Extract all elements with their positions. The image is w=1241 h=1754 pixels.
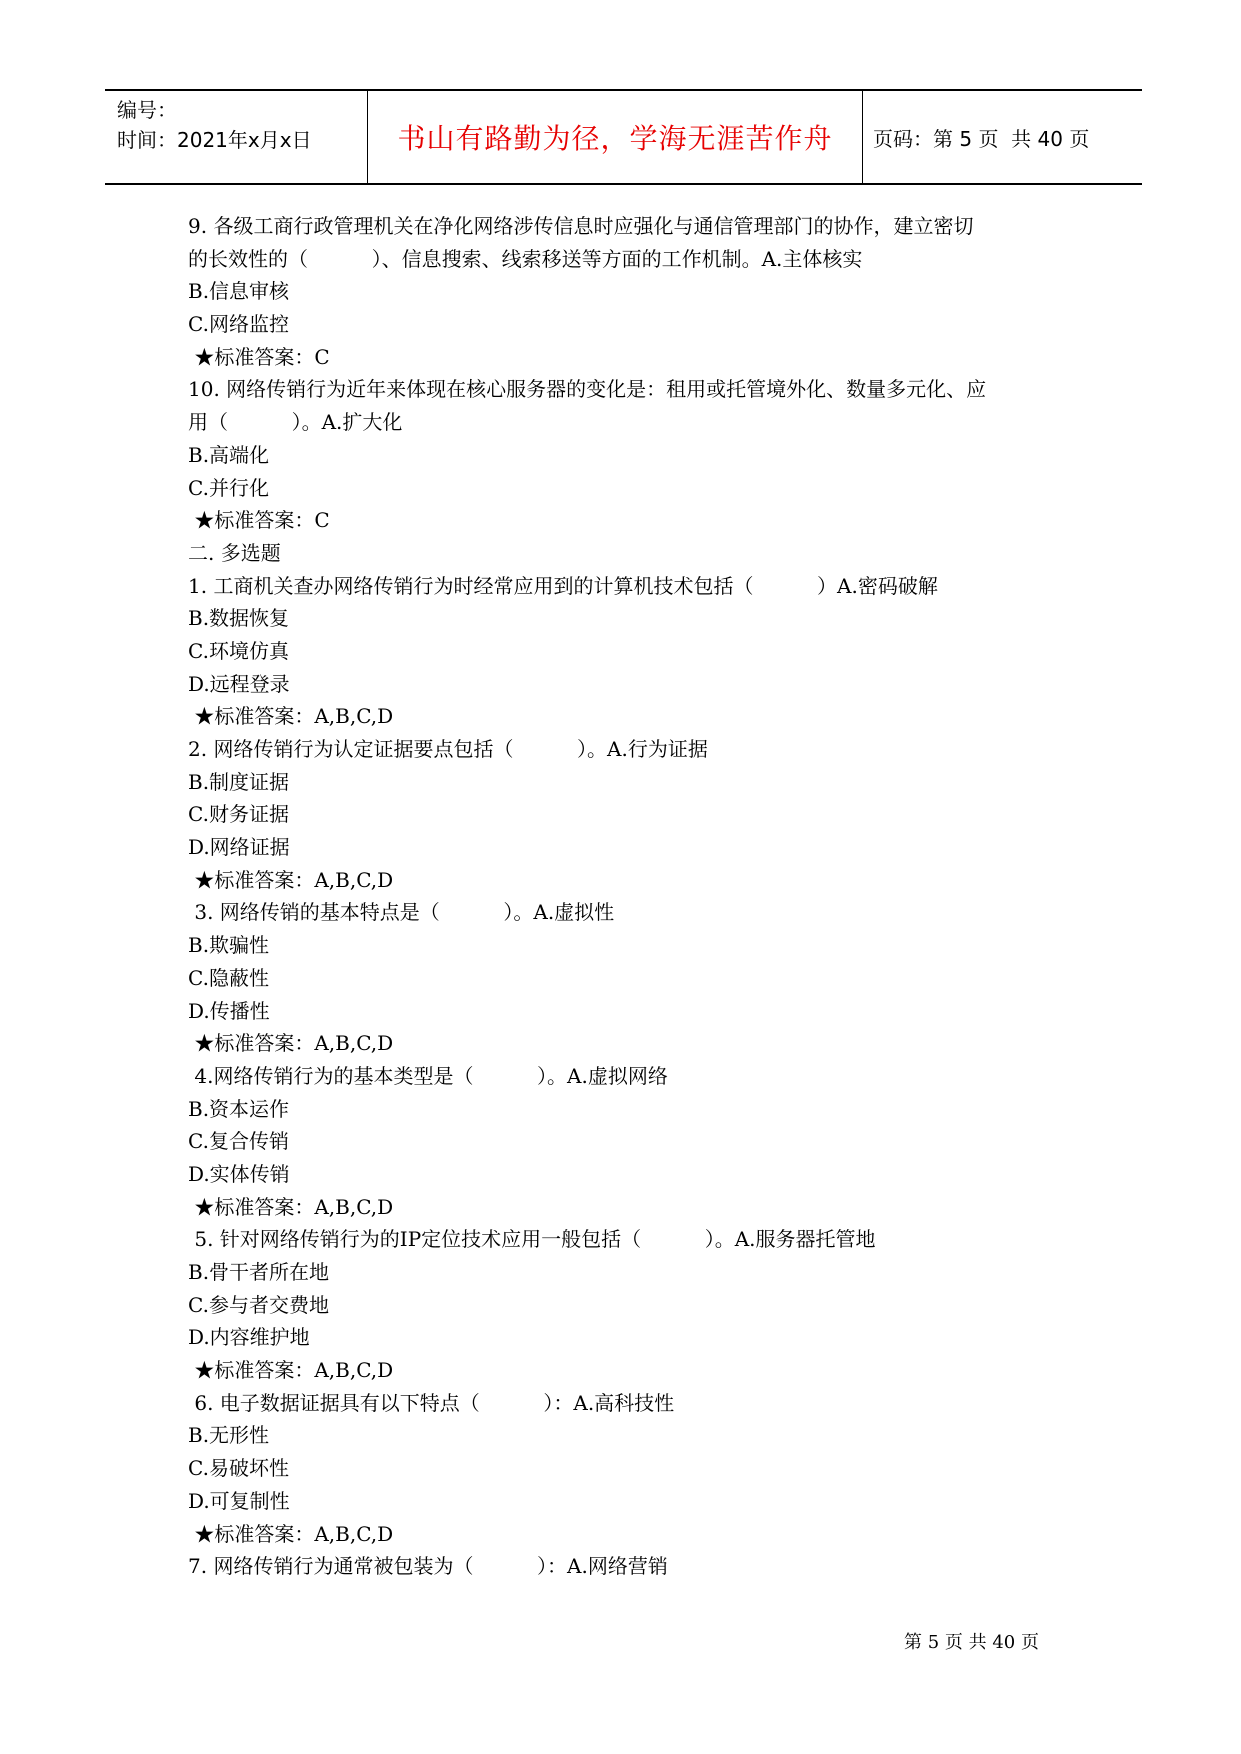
header-meta (117, 95, 312, 155)
text-line: ★标准答案：C (188, 508, 330, 533)
serial-number-label: 编号： (117, 98, 177, 122)
text-line: 6. 电子数据证据具有以下特点（ ）：A.高科技性 (188, 1390, 675, 1415)
text-line: C.网络监控 (188, 312, 289, 337)
text-line: D.实体传销 (188, 1161, 290, 1186)
text-line: C.参与者交费地 (188, 1292, 329, 1317)
text-line: ★标准答案：A,B,C,D (188, 1521, 394, 1546)
text-line: B.欺骗性 (188, 933, 270, 958)
text-line: B.数据恢复 (188, 606, 290, 631)
text-line: 3. 网络传销的基本特点是（ ）。A.虚拟性 (188, 900, 615, 925)
text-line: ★标准答案：A,B,C,D (188, 704, 394, 729)
text-line: ★标准答案：C (188, 344, 330, 369)
text-line: C.环境仿真 (188, 638, 289, 663)
text-line: ★标准答案：A,B,C,D (188, 1194, 394, 1219)
text-line: D.网络证据 (188, 835, 290, 860)
text-line: ★标准答案：A,B,C,D (188, 1358, 394, 1383)
text-line: 9. 各级工商行政管理机关在净化网络涉传信息时应强化与通信管理部门的协作，建立密切 (188, 214, 974, 238)
text-line: 5. 针对网络传销行为的IP定位技术应用一般包括（ ）。A.服务器托管地 (188, 1227, 876, 1252)
text-line: B.骨干者所在地 (188, 1260, 330, 1284)
text-line: C.复合传销 (188, 1129, 289, 1154)
text-line: D.传播性 (188, 998, 270, 1023)
question-content (188, 210, 1068, 1583)
text-line: C.隐蔽性 (188, 965, 269, 990)
text-line: B.无形性 (188, 1423, 270, 1448)
text-line: B.信息审核 (188, 279, 290, 304)
page-header (105, 89, 1142, 185)
text-line: C.财务证据 (188, 802, 289, 827)
text-line: ★标准答案：A,B,C,D (188, 1031, 394, 1056)
header-page-info: 页码：第 5 页 共 40 页 (873, 126, 1090, 151)
text-line: D.内容维护地 (188, 1325, 310, 1350)
text-line: B.资本运作 (188, 1096, 290, 1121)
header-motto: 书山有路勤为径，学海无涯苦作舟 (397, 122, 833, 155)
text-line: 用（ ）。A.扩大化 (188, 410, 403, 435)
header-divider (862, 91, 863, 183)
text-line: 2. 网络传销行为认定证据要点包括（ ）。A.行为证据 (188, 737, 708, 761)
text-line: B.高端化 (188, 442, 270, 467)
text-line: 4.网络传销行为的基本类型是（ ）。A.虚拟网络 (188, 1063, 668, 1088)
text-line: D.远程登录 (188, 671, 290, 696)
text-line: 的长效性的（ ）、信息搜索、线索移送等方面的工作机制。A.主体核实 (188, 246, 863, 271)
page-footer: 第 5 页 共 40 页 (904, 1632, 1039, 1653)
text-line: B.制度证据 (188, 769, 290, 794)
text-line: C.易破坏性 (188, 1456, 289, 1481)
time-label: 时间：2021年x月x日 (117, 128, 312, 152)
text-line: C.并行化 (188, 475, 269, 500)
text-line: 10. 网络传销行为近年来体现在核心服务器的变化是：租用或托管境外化、数量多元化、应 (188, 377, 987, 402)
text-line: D.可复制性 (188, 1488, 290, 1513)
text-line: ★标准答案：A,B,C,D (188, 867, 394, 892)
text-line: 二. 多选题 (188, 540, 281, 565)
text-line: 1. 工商机关查办网络传销行为时经常应用到的计算机技术包括（ ）A.密码破解 (188, 573, 938, 598)
text-line: 7. 网络传销行为通常被包装为（ ）：A.网络营销 (188, 1554, 668, 1579)
